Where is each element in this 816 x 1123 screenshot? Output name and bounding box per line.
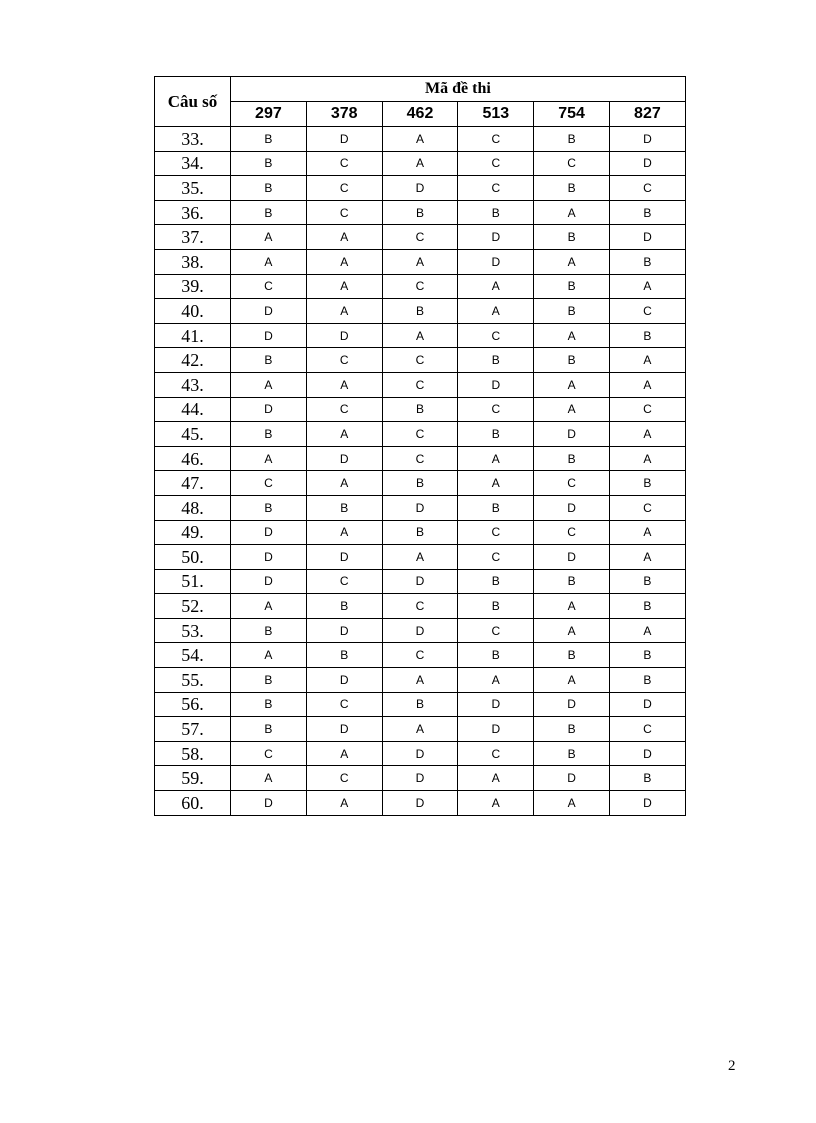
question-number: 59.	[155, 766, 231, 791]
answer-cell: B	[231, 717, 307, 742]
answer-cell: A	[534, 594, 610, 619]
table-row	[155, 397, 686, 422]
answer-cell: A	[231, 446, 307, 471]
table-row	[155, 249, 686, 274]
answer-cell: C	[231, 471, 307, 496]
exam-code-header: Mã đề thi	[231, 77, 686, 102]
answer-cell: B	[382, 200, 458, 225]
answer-cell: B	[534, 741, 610, 766]
answer-cell: A	[534, 397, 610, 422]
answer-cell: D	[534, 422, 610, 447]
answer-cell: A	[306, 225, 382, 250]
table-row	[155, 741, 686, 766]
answer-cell: C	[231, 741, 307, 766]
answer-cell: D	[458, 692, 534, 717]
answer-cell: B	[231, 495, 307, 520]
exam-code-754: 754	[534, 102, 610, 127]
answer-cell: A	[458, 274, 534, 299]
answer-cell: C	[382, 372, 458, 397]
answer-cell: C	[609, 495, 685, 520]
table-body	[155, 127, 686, 816]
answer-cell: B	[382, 299, 458, 324]
table-row	[155, 299, 686, 324]
question-number: 42.	[155, 348, 231, 373]
table-row	[155, 176, 686, 201]
answer-cell: A	[609, 520, 685, 545]
answer-cell: D	[609, 741, 685, 766]
answer-cell: A	[458, 446, 534, 471]
table-row	[155, 323, 686, 348]
answer-cell: A	[609, 274, 685, 299]
question-number: 44.	[155, 397, 231, 422]
question-number: 39.	[155, 274, 231, 299]
answer-cell: D	[609, 127, 685, 152]
answer-cell: C	[609, 299, 685, 324]
answer-cell: B	[458, 200, 534, 225]
answer-cell: A	[306, 791, 382, 816]
table-row	[155, 151, 686, 176]
table-row	[155, 495, 686, 520]
answer-cell: B	[534, 717, 610, 742]
table-header	[155, 77, 686, 127]
answer-cell: B	[609, 200, 685, 225]
answer-cell: C	[382, 348, 458, 373]
answer-cell: C	[458, 151, 534, 176]
answer-cell: A	[609, 372, 685, 397]
answer-cell: D	[382, 176, 458, 201]
question-number: 54.	[155, 643, 231, 668]
question-number: 41.	[155, 323, 231, 348]
table-row	[155, 692, 686, 717]
answer-cell: D	[458, 249, 534, 274]
answer-cell: C	[382, 274, 458, 299]
answer-cell: D	[231, 299, 307, 324]
table-row	[155, 594, 686, 619]
answer-cell: D	[382, 791, 458, 816]
answer-cell: D	[306, 127, 382, 152]
table-row	[155, 422, 686, 447]
table-row	[155, 766, 686, 791]
answer-cell: A	[306, 274, 382, 299]
answer-cell: D	[534, 692, 610, 717]
answer-cell: D	[231, 791, 307, 816]
table-row	[155, 668, 686, 693]
answer-cell: B	[382, 471, 458, 496]
answer-cell: A	[609, 618, 685, 643]
answer-cell: B	[609, 471, 685, 496]
answer-cell: B	[231, 176, 307, 201]
answer-cell: B	[534, 348, 610, 373]
answer-cell: A	[534, 668, 610, 693]
answer-cell: A	[534, 618, 610, 643]
answer-cell: C	[382, 422, 458, 447]
question-number: 35.	[155, 176, 231, 201]
answer-cell: B	[458, 348, 534, 373]
answer-cell: A	[382, 249, 458, 274]
answer-cell: B	[458, 422, 534, 447]
question-number: 60.	[155, 791, 231, 816]
table-row	[155, 717, 686, 742]
answer-cell: D	[231, 569, 307, 594]
answer-cell: C	[306, 348, 382, 373]
question-number: 56.	[155, 692, 231, 717]
answer-cell: B	[231, 200, 307, 225]
answer-cell: D	[534, 766, 610, 791]
answer-cell: D	[609, 225, 685, 250]
answer-cell: C	[306, 569, 382, 594]
answer-cell: B	[609, 643, 685, 668]
answer-cell: C	[306, 200, 382, 225]
table-row	[155, 274, 686, 299]
question-number: 40.	[155, 299, 231, 324]
table-row	[155, 127, 686, 152]
answer-cell: C	[458, 741, 534, 766]
question-number: 46.	[155, 446, 231, 471]
answer-cell: B	[534, 643, 610, 668]
answer-cell: B	[534, 299, 610, 324]
answer-cell: C	[231, 274, 307, 299]
question-number: 49.	[155, 520, 231, 545]
table-row	[155, 372, 686, 397]
answer-cell: C	[609, 397, 685, 422]
answer-cell: A	[382, 717, 458, 742]
answer-cell: D	[231, 397, 307, 422]
question-number: 34.	[155, 151, 231, 176]
table-row	[155, 618, 686, 643]
answer-cell: B	[231, 151, 307, 176]
exam-code-827: 827	[609, 102, 685, 127]
answer-cell: A	[534, 791, 610, 816]
table-row	[155, 348, 686, 373]
answer-cell: D	[306, 446, 382, 471]
answer-cell: A	[382, 127, 458, 152]
answer-cell: B	[231, 668, 307, 693]
answer-cell: B	[609, 766, 685, 791]
question-number: 45.	[155, 422, 231, 447]
answer-cell: B	[382, 692, 458, 717]
answer-cell: D	[306, 323, 382, 348]
table-row	[155, 471, 686, 496]
answer-cell: A	[609, 422, 685, 447]
answer-cell: A	[458, 299, 534, 324]
answer-cell: A	[306, 249, 382, 274]
exam-code-462: 462	[382, 102, 458, 127]
table-row	[155, 520, 686, 545]
answer-cell: C	[458, 127, 534, 152]
answer-cell: A	[231, 643, 307, 668]
answer-cell: A	[534, 249, 610, 274]
answer-cell: C	[458, 618, 534, 643]
answer-cell: A	[458, 791, 534, 816]
answer-cell: C	[306, 397, 382, 422]
answer-cell: B	[382, 397, 458, 422]
answer-cell: C	[382, 594, 458, 619]
answer-cell: D	[306, 717, 382, 742]
answer-cell: A	[306, 299, 382, 324]
table-row	[155, 791, 686, 816]
answer-cell: C	[609, 717, 685, 742]
answer-cell: A	[534, 200, 610, 225]
answer-cell: B	[458, 495, 534, 520]
question-number: 37.	[155, 225, 231, 250]
answer-cell: B	[534, 176, 610, 201]
question-number: 33.	[155, 127, 231, 152]
answer-cell: B	[609, 594, 685, 619]
answer-cell: B	[534, 127, 610, 152]
answer-cell: C	[306, 151, 382, 176]
answer-cell: B	[609, 249, 685, 274]
answer-cell: B	[231, 692, 307, 717]
question-number: 36.	[155, 200, 231, 225]
answer-cell: C	[458, 323, 534, 348]
answer-cell: A	[534, 323, 610, 348]
answer-cell: B	[231, 618, 307, 643]
answer-cell: D	[534, 495, 610, 520]
answer-cell: B	[458, 594, 534, 619]
answer-cell: B	[306, 495, 382, 520]
answer-cell: B	[534, 446, 610, 471]
answer-cell: A	[609, 446, 685, 471]
question-number: 51.	[155, 569, 231, 594]
table-row	[155, 545, 686, 570]
answer-cell: D	[458, 225, 534, 250]
answer-cell: B	[231, 127, 307, 152]
question-number: 52.	[155, 594, 231, 619]
question-number-header: Câu số	[155, 77, 231, 127]
answer-cell: A	[306, 471, 382, 496]
answer-cell: D	[382, 495, 458, 520]
question-number: 55.	[155, 668, 231, 693]
answer-cell: A	[306, 520, 382, 545]
answer-cell: A	[231, 372, 307, 397]
answer-cell: A	[231, 225, 307, 250]
answer-cell: A	[609, 545, 685, 570]
question-number: 38.	[155, 249, 231, 274]
answer-cell: D	[382, 741, 458, 766]
answer-cell: A	[609, 348, 685, 373]
answer-cell: B	[458, 569, 534, 594]
answer-cell: A	[231, 766, 307, 791]
table-row	[155, 200, 686, 225]
question-number: 48.	[155, 495, 231, 520]
answer-cell: B	[534, 225, 610, 250]
question-number: 43.	[155, 372, 231, 397]
question-number: 50.	[155, 545, 231, 570]
exam-code-513: 513	[458, 102, 534, 127]
answer-cell: B	[382, 520, 458, 545]
answer-cell: A	[306, 741, 382, 766]
question-number: 53.	[155, 618, 231, 643]
answer-cell: A	[458, 766, 534, 791]
answer-cell: D	[534, 545, 610, 570]
table-row	[155, 643, 686, 668]
answer-cell: D	[382, 766, 458, 791]
answer-cell: B	[306, 643, 382, 668]
answer-cell: D	[231, 520, 307, 545]
answer-cell: C	[458, 397, 534, 422]
answer-cell: C	[382, 446, 458, 471]
answer-cell: A	[458, 668, 534, 693]
answer-cell: D	[458, 372, 534, 397]
answer-cell: C	[458, 545, 534, 570]
answer-cell: B	[609, 323, 685, 348]
answer-cell: C	[458, 176, 534, 201]
answer-cell: A	[231, 594, 307, 619]
answer-cell: D	[231, 323, 307, 348]
answer-cell: D	[609, 151, 685, 176]
answer-cell: A	[534, 372, 610, 397]
answer-cell: D	[306, 545, 382, 570]
answer-cell: C	[306, 766, 382, 791]
answer-cell: D	[306, 668, 382, 693]
answer-cell: A	[382, 668, 458, 693]
answer-cell: D	[609, 692, 685, 717]
answer-key-table	[154, 76, 686, 816]
answer-cell: C	[534, 471, 610, 496]
table-row	[155, 569, 686, 594]
answer-cell: A	[231, 249, 307, 274]
question-number: 47.	[155, 471, 231, 496]
answer-cell: C	[306, 176, 382, 201]
answer-cell: B	[609, 668, 685, 693]
question-number: 58.	[155, 741, 231, 766]
answer-cell: A	[382, 151, 458, 176]
answer-cell: C	[534, 151, 610, 176]
answer-cell: C	[458, 520, 534, 545]
answer-cell: C	[609, 176, 685, 201]
answer-cell: A	[458, 471, 534, 496]
exam-code-297: 297	[231, 102, 307, 127]
answer-cell: D	[382, 569, 458, 594]
answer-cell: B	[609, 569, 685, 594]
exam-code-378: 378	[306, 102, 382, 127]
answer-cell: C	[382, 225, 458, 250]
answer-cell: B	[306, 594, 382, 619]
answer-cell: D	[231, 545, 307, 570]
answer-cell: C	[382, 643, 458, 668]
answer-cell: B	[534, 274, 610, 299]
page-number: 2	[728, 1058, 736, 1074]
answer-cell: D	[306, 618, 382, 643]
answer-cell: D	[609, 791, 685, 816]
question-number: 57.	[155, 717, 231, 742]
answer-cell: D	[382, 618, 458, 643]
answer-cell: A	[382, 545, 458, 570]
answer-cell: A	[306, 422, 382, 447]
answer-cell: B	[458, 643, 534, 668]
table-row	[155, 446, 686, 471]
answer-cell: B	[231, 422, 307, 447]
answer-cell: B	[231, 348, 307, 373]
answer-cell: C	[306, 692, 382, 717]
answer-cell: D	[458, 717, 534, 742]
answer-cell: A	[382, 323, 458, 348]
answer-cell: B	[534, 569, 610, 594]
answer-cell: C	[534, 520, 610, 545]
table-row	[155, 225, 686, 250]
answer-cell: A	[306, 372, 382, 397]
